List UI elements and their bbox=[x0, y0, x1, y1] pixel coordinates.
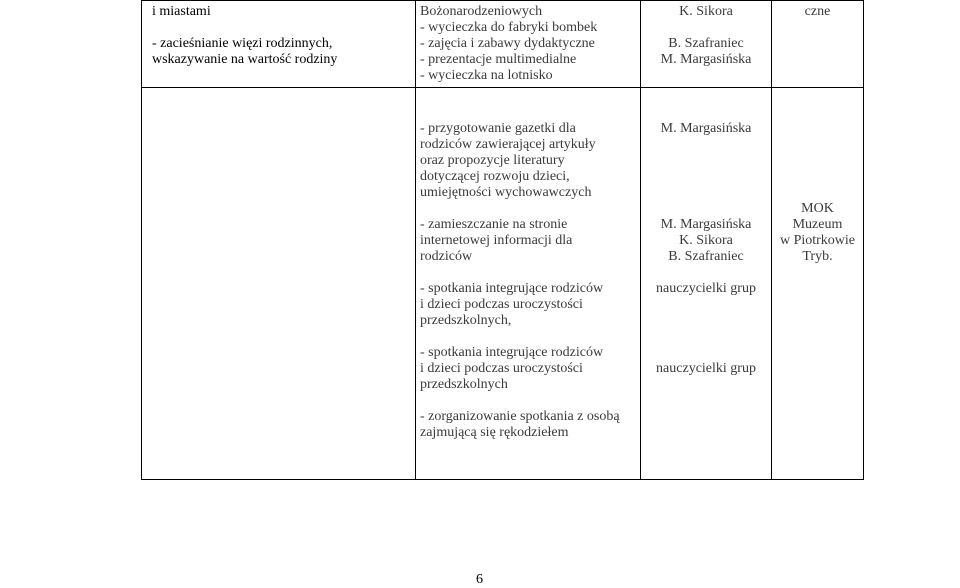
activities-cell bbox=[416, 88, 641, 480]
activities-cell bbox=[416, 1, 641, 88]
cell-line: - zajęcia i zabawy dydaktyczne bbox=[420, 36, 595, 51]
cell-line bbox=[641, 20, 771, 36]
cell-line: - zorganizowanie spotkania z osobą bbox=[420, 409, 620, 424]
cell-line: Muzeum bbox=[792, 217, 843, 232]
cell-line: M. Margasińska bbox=[660, 217, 752, 232]
goal-cell bbox=[142, 88, 416, 480]
cell-line: MOK bbox=[801, 201, 834, 216]
cell-spacer bbox=[641, 297, 771, 313]
cell-line: przedszkolnych, bbox=[420, 313, 512, 328]
plan-table bbox=[141, 0, 864, 480]
cell-line: czne bbox=[804, 4, 831, 19]
partners-cell bbox=[772, 88, 864, 480]
cell-line: - zamieszczanie na stronie bbox=[420, 217, 568, 232]
cell-line: - wycieczka na lotnisko bbox=[420, 68, 553, 83]
partners-cell bbox=[772, 1, 864, 88]
cell-line: - spotkania integrujące rodziców bbox=[420, 345, 604, 360]
cell-line: - zacieśnianie więzi rodzinnych, bbox=[152, 36, 333, 51]
cell-line: Tryb. bbox=[802, 249, 833, 264]
cell-line: oraz propozycje literatury bbox=[420, 153, 565, 168]
cell-line: dotyczącej rozwoju dzieci, bbox=[420, 169, 570, 184]
cell-line: i dzieci podczas uroczystości bbox=[420, 361, 583, 376]
table-row bbox=[142, 1, 864, 88]
cell-line: rodziców zawierającej artykuły bbox=[420, 137, 596, 152]
cell-line: zajmującą się rękodziełem bbox=[420, 425, 569, 440]
cell-line: - spotkania integrujące rodziców bbox=[420, 281, 604, 296]
cell-spacer bbox=[420, 265, 640, 281]
cell-line: internetowej informacji dla bbox=[420, 233, 573, 248]
cell-line: - wycieczka do fabryki bombek bbox=[420, 20, 598, 35]
cell-spacer bbox=[420, 393, 640, 409]
cell-line: przedszkolnych bbox=[420, 377, 508, 392]
cell-spacer bbox=[641, 313, 771, 329]
cell-line: i dzieci podczas uroczystości bbox=[420, 297, 583, 312]
responsible-cell bbox=[641, 1, 772, 88]
cell-spacer bbox=[641, 329, 771, 345]
cell-line: i miastami bbox=[152, 4, 211, 19]
cell-line: w Piotrkowie bbox=[779, 233, 856, 248]
cell-line: B. Szafraniec bbox=[668, 36, 744, 51]
cell-line: wskazywanie na wartość rodziny bbox=[152, 52, 338, 67]
page-number: 6 bbox=[476, 572, 483, 587]
responsible-cell bbox=[641, 88, 772, 480]
cell-line bbox=[152, 20, 415, 36]
cell-spacer bbox=[641, 265, 771, 281]
cell-spacer bbox=[641, 137, 771, 153]
cell-line: K. Sikora bbox=[679, 233, 733, 248]
cell-line: nauczycielki grup bbox=[656, 281, 756, 296]
table-row bbox=[142, 88, 864, 480]
cell-line: - prezentacje multimedialne bbox=[420, 52, 577, 67]
cell-line: rodziców bbox=[420, 249, 473, 264]
cell-spacer bbox=[641, 153, 771, 169]
cell-line: - przygotowanie gazetki dla bbox=[420, 121, 576, 136]
cell-line: K. Sikora bbox=[679, 4, 733, 19]
cell-spacer bbox=[641, 185, 771, 201]
cell-line: B. Szafraniec bbox=[668, 249, 744, 264]
cell-spacer bbox=[641, 345, 771, 361]
cell-line: M. Margasińska bbox=[660, 52, 752, 67]
cell-line: umiejętności wychowawczych bbox=[420, 185, 592, 200]
cell-line: nauczycielki grup bbox=[656, 361, 756, 376]
cell-line: M. Margasińska bbox=[660, 121, 752, 136]
cell-spacer bbox=[641, 201, 771, 217]
goal-cell bbox=[142, 1, 416, 88]
cell-spacer bbox=[420, 201, 640, 217]
cell-spacer bbox=[420, 329, 640, 345]
cell-line: Bożonarodzeniowych bbox=[420, 4, 543, 19]
cell-spacer bbox=[641, 169, 771, 185]
